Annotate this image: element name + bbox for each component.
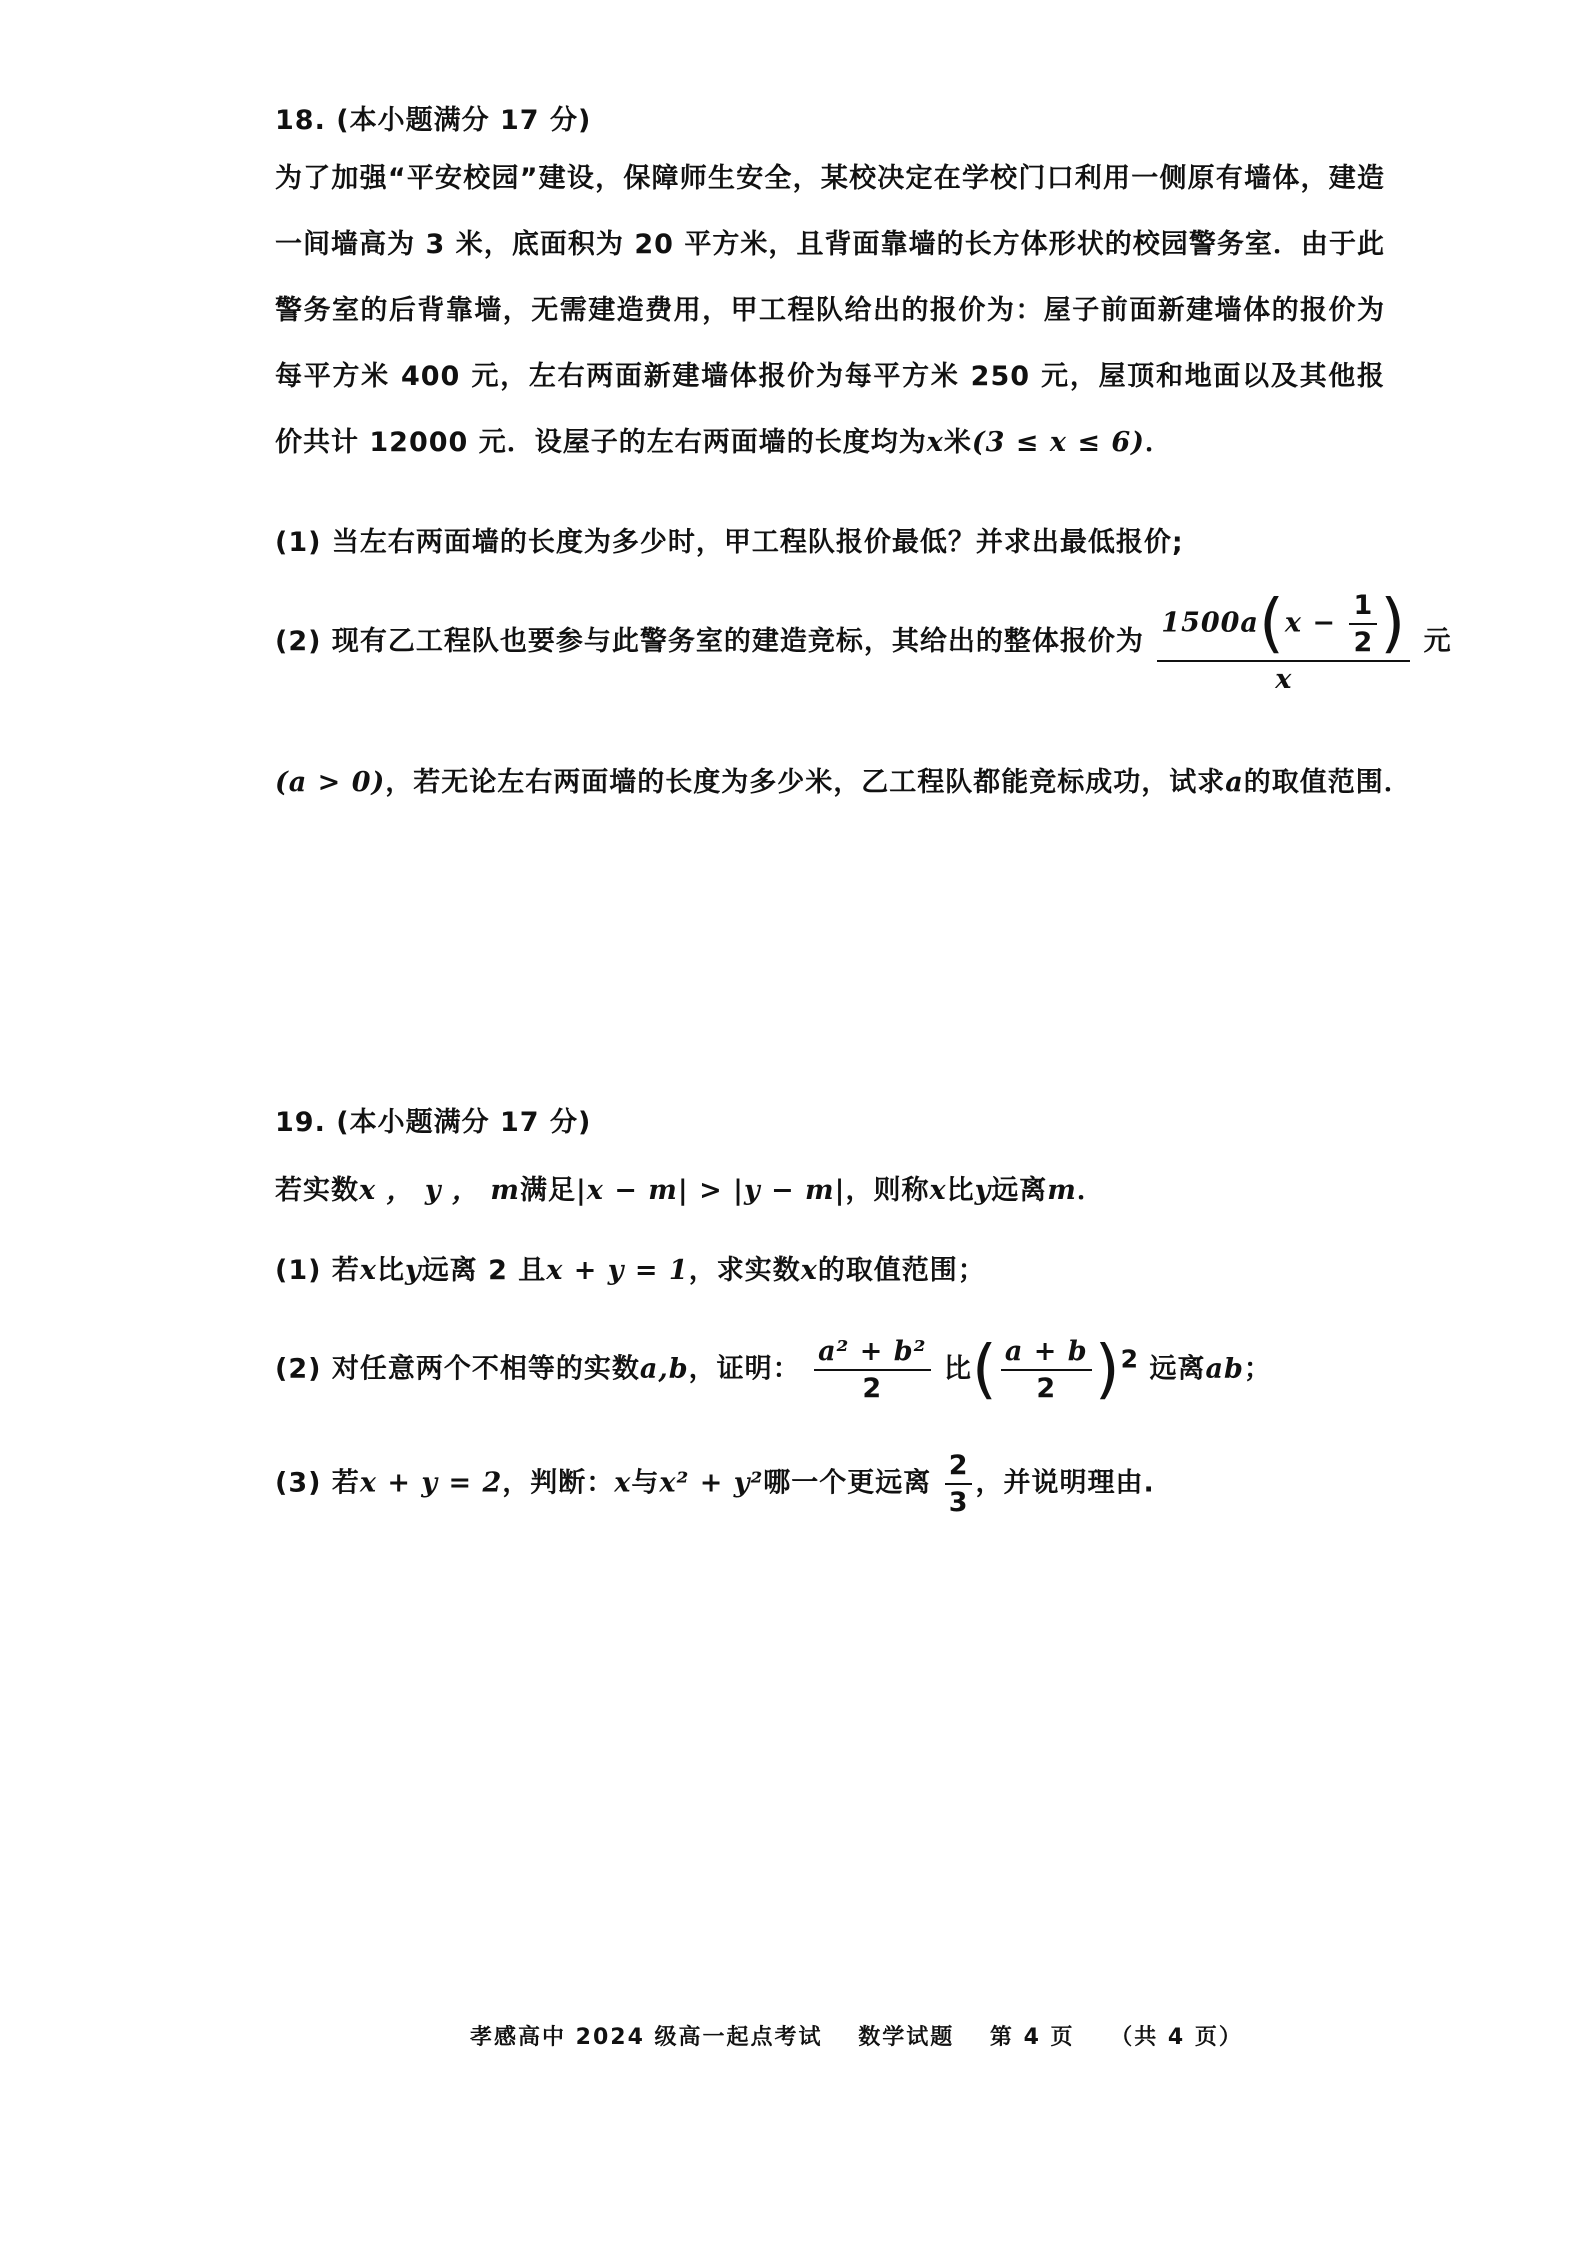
q19-f2-numerator: a + b bbox=[1001, 1336, 1092, 1371]
footer-school: 孝感高中 2024 级高一起点考试 bbox=[470, 2025, 823, 2050]
q18-bid-formula-numerator bbox=[1157, 587, 1410, 662]
q19-two-thirds-fraction bbox=[945, 1450, 973, 1518]
q19-part3: (3) 若x + y = 2，判断：x与x² + y²哪一个更远离 $\frac{2}{3}$ ，并说明理由. bbox=[275, 1450, 1155, 1518]
right-paren: ) bbox=[1094, 1333, 1121, 1407]
q18-part2-prefix: (2) 现有乙工程队也要参与此警务室的建造竞标，其给出的整体报价为 bbox=[275, 626, 1144, 657]
q19-mean-fraction bbox=[1001, 1336, 1092, 1404]
q19-f1-numerator: a² + b² bbox=[814, 1336, 930, 1371]
q18-coef: 1500a bbox=[1161, 607, 1259, 639]
q18-stem bbox=[275, 146, 1385, 476]
q19-power: 2 bbox=[1120, 1344, 1140, 1374]
q18-part2-line bbox=[275, 587, 1452, 695]
q19-f3-denominator: 3 bbox=[948, 1487, 969, 1518]
q18-var-a: a bbox=[1225, 767, 1244, 798]
q18-part1: (1) 当左右两面墙的长度为多少时，甲工程队报价最低？并求出最低报价; bbox=[275, 527, 1184, 558]
q19-p3-expression: x² + y² bbox=[659, 1467, 764, 1499]
q18-half-fraction bbox=[1349, 590, 1377, 658]
q19-p1-equation: x + y = 1 bbox=[546, 1255, 689, 1286]
q18-inner: x − bbox=[1284, 607, 1337, 639]
page-footer bbox=[470, 2020, 1269, 2051]
footer-page: 第 4 页 bbox=[989, 2025, 1075, 2050]
footer-subject: 数学试题 bbox=[858, 2025, 955, 2050]
q18-part2-end: 的取值范围． bbox=[1243, 767, 1412, 798]
q19-part1: (1) 若x比y远离 2 且x + y = 1，求实数x的取值范围； bbox=[275, 1255, 986, 1286]
q18-part2-unit: 元 bbox=[1423, 626, 1452, 657]
q18-bid-formula-denominator: x bbox=[1275, 664, 1293, 695]
q19-part2: (2) 对任意两个不相等的实数a,b，证明： $\frac{\text{a² + b²}}{2}$ 比( $\frac{a + b}{2}$ )$^2$ 远离ab； bbox=[275, 1333, 1272, 1407]
q19-mean-square-fraction bbox=[814, 1336, 930, 1404]
q18-stem-var: x bbox=[926, 427, 944, 458]
q18-stem-text: 为了加强“平安校园”建设，保障师生安全，某校决定在学校门口利用一侧原有墙体，建造一间墙高为 3 米，底面积为 20 平方米，且背面靠墙的长方体形状的校园警务室．由于此警务室的后背靠墙，无需建造费用，甲工程队给出的报价为：屋子前面新建墙体的报价为每平方米 400 元，左右两面新建墙体报价为每平方米 250 元，屋顶和地面以及其他报价共计 12000 元．设屋子的左右两面墙的长度均为 bbox=[275, 163, 1385, 458]
q19-heading: 19. (本小题满分 17 分) bbox=[275, 1107, 592, 1138]
left-paren: ( bbox=[1258, 587, 1285, 661]
right-paren: ) bbox=[1380, 587, 1407, 661]
q19-f3-numerator: 2 bbox=[945, 1450, 973, 1485]
q18-half-denominator: 2 bbox=[1353, 627, 1374, 658]
footer-total: （共 4 页） bbox=[1110, 2025, 1243, 2050]
q19-f2-denominator: 2 bbox=[1036, 1373, 1057, 1404]
q18-stem-end: ． bbox=[1144, 427, 1173, 458]
q18-cond: (a > 0) bbox=[275, 767, 386, 798]
q19-f1-denominator: 2 bbox=[862, 1373, 883, 1404]
q18-stem-unit: 米 bbox=[943, 427, 972, 458]
q19-distance-inequality: |x − m| > |y − m| bbox=[575, 1175, 846, 1206]
q18-part2-text: ，若无论左右两面墙的长度为多少米，乙工程队都能竞标成功，试求 bbox=[385, 767, 1226, 798]
q18-heading: 18. (本小题满分 17 分) bbox=[275, 105, 592, 136]
q19-stem: 若实数x ， y ， m满足|x − m| > |y − m|，则称x比y远离m． bbox=[275, 1175, 1105, 1206]
q18-part2-rest bbox=[275, 760, 1412, 799]
q18-half-numerator: 1 bbox=[1349, 590, 1377, 625]
left-paren: ( bbox=[971, 1333, 998, 1407]
q18-stem-range: (3 ≤ x ≤ 6) bbox=[971, 427, 1145, 458]
q18-bid-formula bbox=[1157, 587, 1410, 695]
